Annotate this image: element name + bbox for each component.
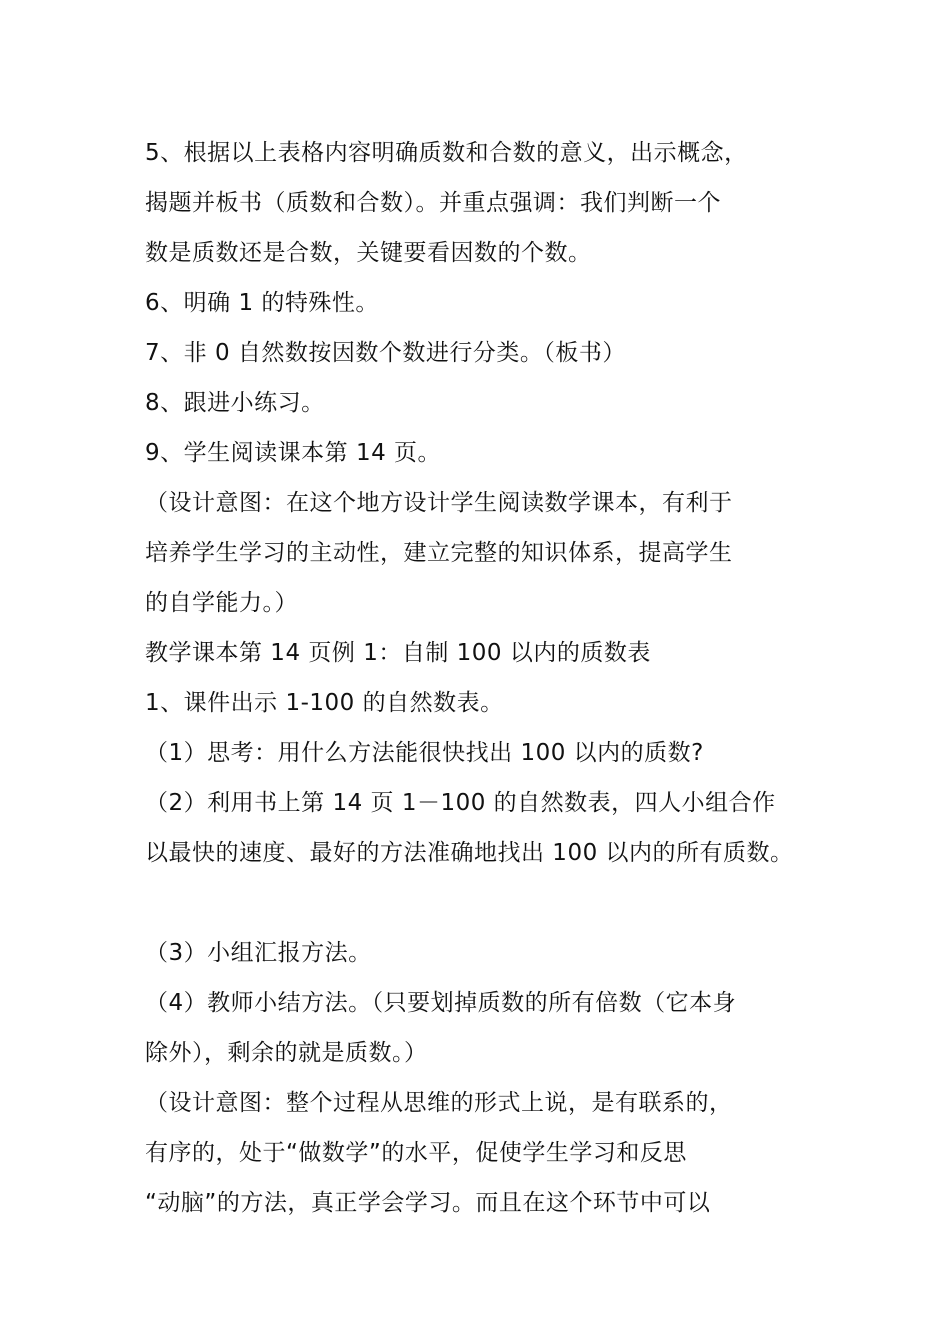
paragraph-line: 揭题并板书（质数和合数）。并重点强调：我们判断一个 xyxy=(145,190,721,216)
paragraph-line: 5、根据以上表格内容明确质数和合数的意义，出示概念， xyxy=(145,140,748,166)
paragraph-line: 数是质数还是合数，关键要看因数的个数。 xyxy=(145,240,592,266)
paragraph-line: （2）利用书上第 14 页 1－100 的自然数表，四人小组合作 xyxy=(145,790,776,816)
paragraph-line: 8、跟进小练习。 xyxy=(145,390,325,416)
paragraph-line: 7、非 0 自然数按因数个数进行分类。（板书） xyxy=(145,340,626,366)
paragraph-line: （3）小组汇报方法。 xyxy=(145,940,372,966)
paragraph-line: “动脑”的方法，真正学会学习。而且在这个环节中可以 xyxy=(145,1190,711,1216)
paragraph-line: 6、明确 1 的特殊性。 xyxy=(145,290,379,316)
paragraph-line: 除外），剩余的就是质数。） xyxy=(145,1040,428,1066)
paragraph-line: （4）教师小结方法。（只要划掉质数的所有倍数（它本身 xyxy=(145,990,737,1016)
paragraph-line: 的自学能力。） xyxy=(145,590,298,616)
paragraph-line: （设计意图：整个过程从思维的形式上说，是有联系的， xyxy=(145,1090,733,1116)
paragraph-line: 有序的，处于“做数学”的水平，促使学生学习和反思 xyxy=(145,1140,687,1166)
paragraph-line: 9、学生阅读课本第 14 页。 xyxy=(145,440,442,466)
paragraph-line: （设计意图：在这个地方设计学生阅读数学课本，有利于 xyxy=(145,490,733,516)
document-body xyxy=(145,128,845,1228)
paragraph-line: （1）思考：用什么方法能很快找出 100 以内的质数? xyxy=(145,740,704,766)
paragraph-line: 1、课件出示 1-100 的自然数表。 xyxy=(145,690,504,716)
blank-line xyxy=(145,878,845,928)
paragraph-line: 培养学生学习的主动性，建立完整的知识体系，提高学生 xyxy=(145,540,733,566)
paragraph-line: 以最快的速度、最好的方法准确地找出 100 以内的所有质数。 xyxy=(145,840,794,866)
section-heading: 教学课本第 14 页例 1：自制 100 以内的质数表 xyxy=(145,640,651,666)
